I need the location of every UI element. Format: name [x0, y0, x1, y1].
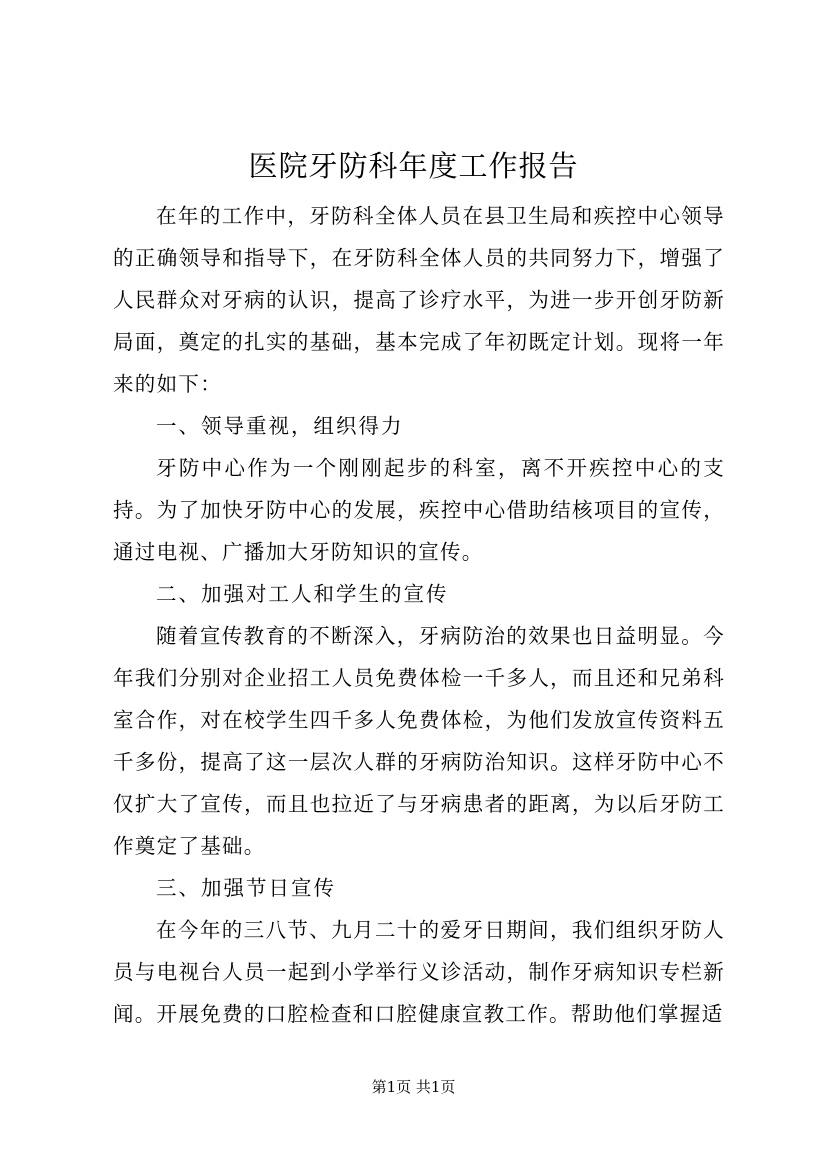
section-heading-1: 一、领导重视，组织得力 [156, 414, 404, 438]
page-footer: 第1页 共1页 [371, 1078, 456, 1096]
paragraph-section-3: 在今年的三八节、九月二十的爱牙日期间，我们组织牙防人员与电视台人员一起到小学举行义诊活动，制作牙病知识专栏新闻。开展免费的口腔检查和口腔健康宣教工作。帮助他们掌握适 [113, 918, 725, 1026]
paragraph-intro: 在年的工作中，牙防科全体人员在县卫生局和疾控中心领导的正确领导和指导下，在牙防科全体人员的共同努力下，增强了人民群众对牙病的认识，提高了诊疗水平，为进一步开创牙防新局面，奠定的扎实的基础，基本完成了年初既定计划。现将一年来的如下： [113, 204, 725, 396]
paragraph-section-2: 随着宣传教育的不断深入，牙病防治的效果也日益明显。今年我们分别对企业招工人员免费体检一千多人，而且还和兄弟科室合作，对在校学生四千多人免费体检，为他们发放宣传资料五千多份，提高了这一层次人群的牙病防治知识。这样牙防中心不仅扩大了宣传，而且也拉近了与牙病患者的距离，为以后牙防工作奠定了基础。 [113, 624, 725, 858]
paragraph-section-1: 牙防中心作为一个刚刚起步的科室，离不开疾控中心的支持。为了加快牙防中心的发展，疾控中心借助结核项目的宣传，通过电视、广播加大牙防知识的宣传。 [113, 456, 725, 564]
document-title: 医院牙防科年度工作报告 [248, 149, 579, 183]
section-heading-2: 二、加强对工人和学生的宣传 [156, 582, 449, 606]
section-heading-3: 三、加强节日宣传 [156, 876, 337, 900]
document-body [113, 195, 725, 1035]
